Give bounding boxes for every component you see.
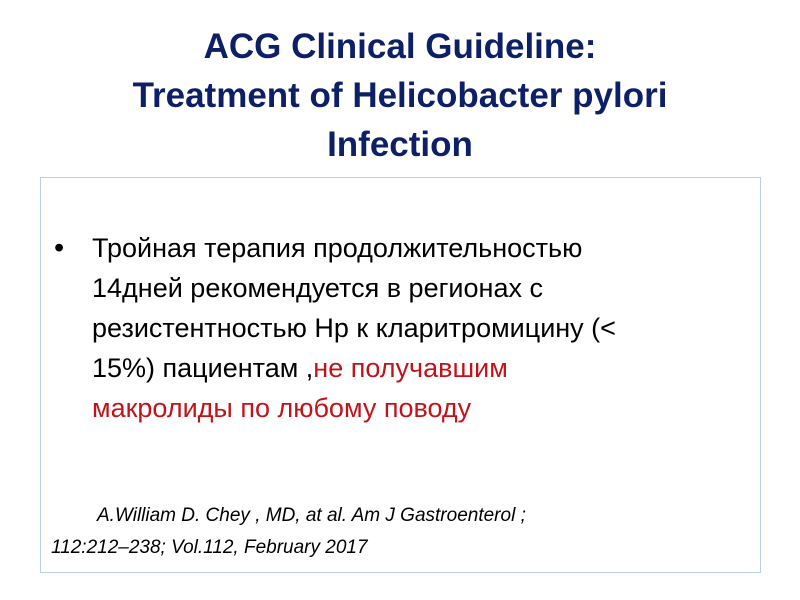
highlight-text: не получавшим [313, 353, 508, 383]
citation-line-2: 112:212–238; Vol.112, February 2017 [51, 537, 368, 558]
title-line-1: ACG Clinical Guideline: [203, 27, 597, 66]
bullet-text [92, 228, 752, 428]
bullet-line-4-text: 15%) пациентам , [92, 353, 314, 383]
content-box [40, 177, 761, 573]
bullet-line-3: резистентностью Hp к кларитромицину (< [92, 313, 616, 343]
bullet-line-2: 14дней рекомендуется в регионах с [92, 273, 543, 303]
title-line-3: Infection [327, 125, 473, 164]
slide-title [0, 22, 800, 169]
citation-line-1: A.William D. Chey , MD, at al. Am J Gastroenterol ; [97, 505, 526, 526]
title-line-2: Treatment of Helicobacter pylori [132, 76, 668, 115]
bullet-line-4 [92, 348, 752, 388]
bullet-icon: • [54, 232, 65, 264]
bullet-line-1: Тройная терапия продолжительностью [92, 233, 583, 263]
bullet-line-5-highlight: макролиды по любому поводу [92, 393, 472, 423]
